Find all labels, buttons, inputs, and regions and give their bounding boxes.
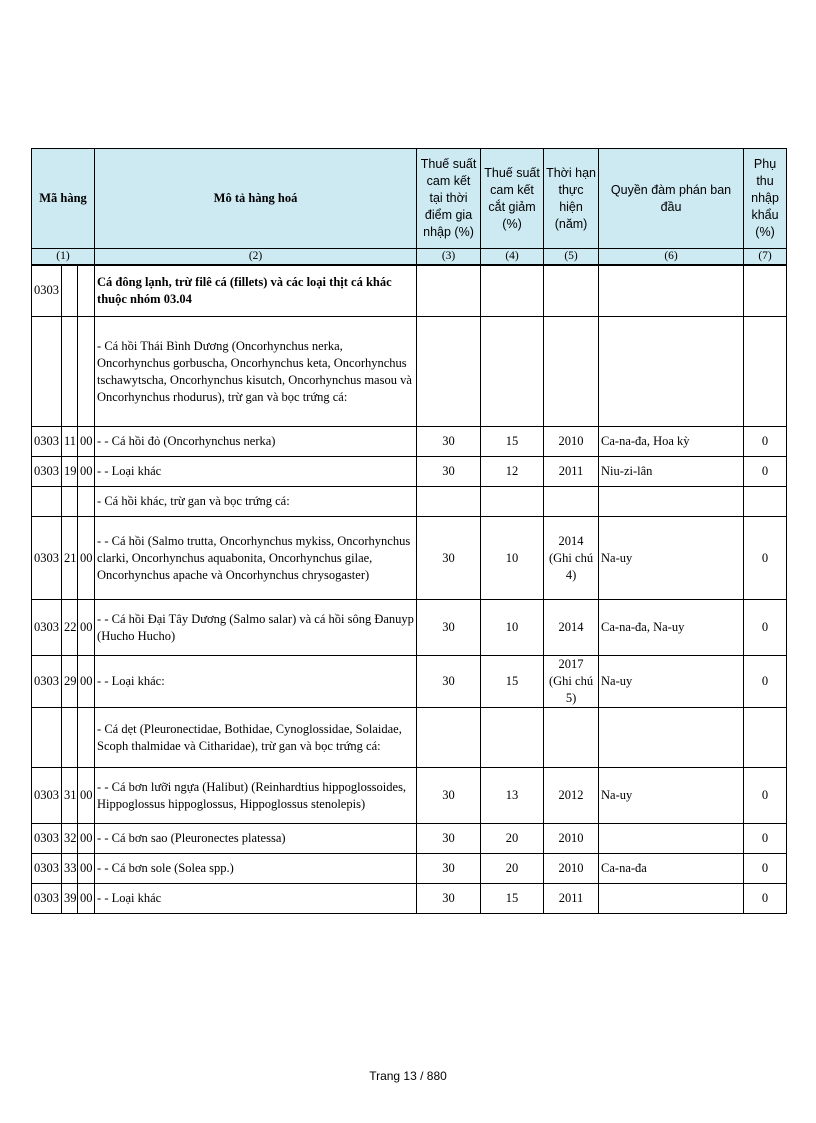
code-heading: 0303: [32, 656, 62, 708]
tariff-table: [31, 148, 787, 914]
header-phu-thu: Phụ thu nhập khẩu (%): [744, 149, 787, 249]
code-subheading: [62, 708, 78, 768]
header-thue-suat-cat-giam: Thuế suất cam kết cắt giảm (%): [481, 149, 544, 249]
negotiating-rights: [599, 487, 744, 517]
import-surcharge: 0: [744, 824, 787, 854]
code-suffix: 00: [78, 854, 95, 884]
description: - - Cá hồi Đại Tây Dương (Salmo salar) và cá hồi sông Đanuyp (Hucho Hucho): [95, 600, 417, 656]
table-row: [32, 317, 787, 427]
table-row: [32, 656, 787, 708]
header-quyen-dam-phan: Quyền đàm phán ban đầu: [599, 149, 744, 249]
code-subheading: [62, 265, 78, 317]
implementation-year: [544, 708, 599, 768]
col-number: (2): [95, 249, 417, 265]
description: - - Cá bơn sao (Pleuronectes platessa): [95, 824, 417, 854]
base-rate: [417, 265, 481, 317]
base-rate: 30: [417, 824, 481, 854]
description: Cá đông lạnh, trừ filê cá (fillets) và các loại thịt cá khác thuộc nhóm 03.04: [95, 265, 417, 317]
table-row: [32, 854, 787, 884]
description: - Cá hồi Thái Bình Dương (Oncorhynchus nerka, Oncorhynchus gorbuscha, Oncorhynchus keta, Oncorhynchus tschawytscha, Oncorhynchus kisutch, Oncorhynchus masou và Oncorhynchus rhodurus), trừ gan và bọc trứng cá:: [95, 317, 417, 427]
table-row: [32, 487, 787, 517]
table-row: [32, 517, 787, 600]
import-surcharge: [744, 487, 787, 517]
col-number: (1): [32, 249, 95, 265]
description: - - Cá hồi đỏ (Oncorhynchus nerka): [95, 427, 417, 457]
code-subheading: 21: [62, 517, 78, 600]
negotiating-rights: Na-uy: [599, 517, 744, 600]
code-heading: 0303: [32, 457, 62, 487]
header-thoi-han: Thời hạn thực hiện (năm): [544, 149, 599, 249]
table-row: [32, 884, 787, 914]
negotiating-rights: [599, 265, 744, 317]
code-suffix: 00: [78, 457, 95, 487]
code-subheading: 29: [62, 656, 78, 708]
final-rate: [481, 487, 544, 517]
code-heading: 0303: [32, 600, 62, 656]
code-suffix: 00: [78, 656, 95, 708]
import-surcharge: 0: [744, 600, 787, 656]
code-heading: [32, 487, 62, 517]
page-number: Trang 13 / 880: [369, 1069, 447, 1083]
base-rate: 30: [417, 517, 481, 600]
final-rate: 15: [481, 884, 544, 914]
code-suffix: 00: [78, 884, 95, 914]
code-subheading: 22: [62, 600, 78, 656]
base-rate: 30: [417, 884, 481, 914]
import-surcharge: [744, 265, 787, 317]
description: - Cá hồi khác, trừ gan và bọc trứng cá:: [95, 487, 417, 517]
table-row: [32, 265, 787, 317]
implementation-year: 2014: [544, 600, 599, 656]
base-rate: 30: [417, 768, 481, 824]
code-suffix: [78, 708, 95, 768]
import-surcharge: [744, 708, 787, 768]
table-row: [32, 427, 787, 457]
header-thue-suat-gia-nhap: Thuế suất cam kết tại thời điểm gia nhập (%): [417, 149, 481, 249]
implementation-year: [544, 317, 599, 427]
implementation-year: 2012: [544, 768, 599, 824]
table-row: [32, 824, 787, 854]
import-surcharge: 0: [744, 457, 787, 487]
final-rate: 20: [481, 854, 544, 884]
implementation-year: [544, 265, 599, 317]
col-number: (4): [481, 249, 544, 265]
code-subheading: [62, 487, 78, 517]
final-rate: [481, 708, 544, 768]
import-surcharge: 0: [744, 517, 787, 600]
code-heading: 0303: [32, 427, 62, 457]
code-heading: 0303: [32, 884, 62, 914]
description: - - Loại khác: [95, 884, 417, 914]
code-heading: 0303: [32, 265, 62, 317]
code-suffix: [78, 265, 95, 317]
implementation-year: 2010: [544, 854, 599, 884]
implementation-year: 2011: [544, 884, 599, 914]
implementation-year: [544, 487, 599, 517]
description: - - Cá bơn sole (Solea spp.): [95, 854, 417, 884]
table-row: [32, 457, 787, 487]
col-number: (5): [544, 249, 599, 265]
final-rate: [481, 265, 544, 317]
import-surcharge: 0: [744, 768, 787, 824]
implementation-year: 2010: [544, 824, 599, 854]
header-row: [32, 149, 787, 249]
column-number-row: [32, 249, 787, 265]
negotiating-rights: [599, 317, 744, 427]
final-rate: [481, 317, 544, 427]
code-suffix: 00: [78, 517, 95, 600]
base-rate: 30: [417, 600, 481, 656]
final-rate: 15: [481, 427, 544, 457]
code-subheading: [62, 317, 78, 427]
final-rate: 15: [481, 656, 544, 708]
base-rate: [417, 317, 481, 427]
code-suffix: 00: [78, 600, 95, 656]
implementation-year: 2010: [544, 427, 599, 457]
code-subheading: 19: [62, 457, 78, 487]
final-rate: 10: [481, 517, 544, 600]
code-heading: [32, 317, 62, 427]
code-suffix: [78, 317, 95, 427]
description: - - Cá hồi (Salmo trutta, Oncorhynchus mykiss, Oncorhynchus clarki, Oncorhynchus aquabonita, Oncorhynchus gilae, Oncorhynchus apache và Oncorhynchus chrysogaster): [95, 517, 417, 600]
code-suffix: 00: [78, 768, 95, 824]
code-subheading: 32: [62, 824, 78, 854]
negotiating-rights: Na-uy: [599, 768, 744, 824]
code-heading: [32, 708, 62, 768]
negotiating-rights: [599, 884, 744, 914]
col-number: (3): [417, 249, 481, 265]
description: - - Loại khác: [95, 457, 417, 487]
description: - Cá dẹt (Pleuronectidae, Bothidae, Cynoglossidae, Solaidae, Scoph thalmidae và Citharidae), trừ gan và bọc trứng cá:: [95, 708, 417, 768]
code-suffix: 00: [78, 824, 95, 854]
base-rate: [417, 708, 481, 768]
import-surcharge: 0: [744, 427, 787, 457]
code-subheading: 31: [62, 768, 78, 824]
implementation-year: 2014 (Ghi chú 4): [544, 517, 599, 600]
code-heading: 0303: [32, 824, 62, 854]
code-subheading: 39: [62, 884, 78, 914]
final-rate: 20: [481, 824, 544, 854]
code-subheading: 33: [62, 854, 78, 884]
col-number: (6): [599, 249, 744, 265]
final-rate: 12: [481, 457, 544, 487]
code-subheading: 11: [62, 427, 78, 457]
import-surcharge: 0: [744, 854, 787, 884]
code-suffix: 00: [78, 427, 95, 457]
description: - - Cá bơn lưỡi ngựa (Halibut) (Reinhardtius hippoglossoides, Hippoglossus hippoglossus, Hippoglossus stenolepis): [95, 768, 417, 824]
final-rate: 13: [481, 768, 544, 824]
base-rate: 30: [417, 427, 481, 457]
header-ma-hang: Mã hàng: [32, 149, 95, 249]
final-rate: 10: [481, 600, 544, 656]
base-rate: 30: [417, 656, 481, 708]
implementation-year: 2011: [544, 457, 599, 487]
implementation-year: 2017 (Ghi chú 5): [544, 656, 599, 708]
negotiating-rights: Na-uy: [599, 656, 744, 708]
code-heading: 0303: [32, 854, 62, 884]
code-heading: 0303: [32, 517, 62, 600]
code-heading: 0303: [32, 768, 62, 824]
base-rate: 30: [417, 854, 481, 884]
import-surcharge: [744, 317, 787, 427]
header-mo-ta: Mô tả hàng hoá: [95, 149, 417, 249]
table-row: [32, 708, 787, 768]
import-surcharge: 0: [744, 656, 787, 708]
negotiating-rights: [599, 824, 744, 854]
col-number: (7): [744, 249, 787, 265]
base-rate: [417, 487, 481, 517]
table-row: [32, 600, 787, 656]
table-row: [32, 768, 787, 824]
negotiating-rights: Ca-na-đa, Na-uy: [599, 600, 744, 656]
base-rate: 30: [417, 457, 481, 487]
negotiating-rights: Ca-na-đa: [599, 854, 744, 884]
negotiating-rights: Ca-na-đa, Hoa kỳ: [599, 427, 744, 457]
negotiating-rights: Niu-zi-lân: [599, 457, 744, 487]
code-suffix: [78, 487, 95, 517]
negotiating-rights: [599, 708, 744, 768]
import-surcharge: 0: [744, 884, 787, 914]
description: - - Loại khác:: [95, 656, 417, 708]
